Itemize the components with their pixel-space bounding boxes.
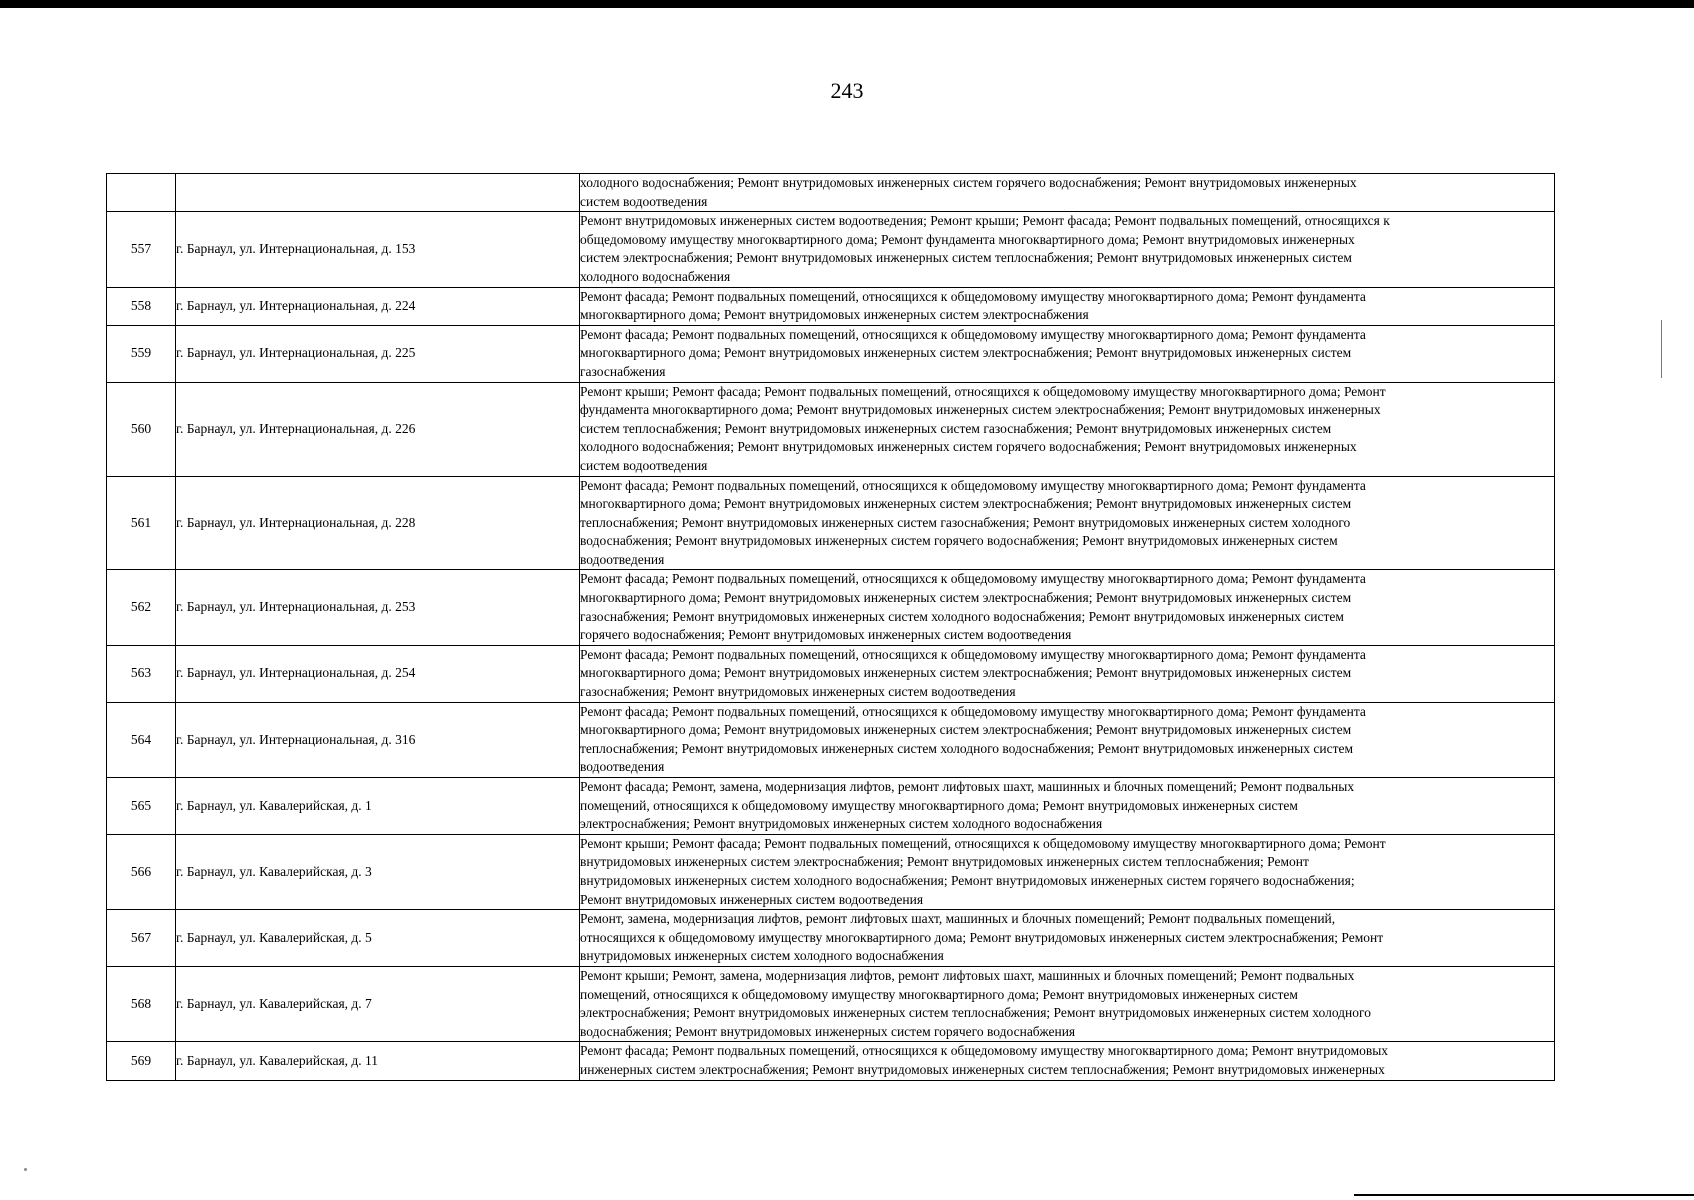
row-address: г. Барнаул, ул. Интернациональная, д. 153	[176, 212, 580, 287]
row-address: г. Барнаул, ул. Кавалерийская, д. 7	[176, 966, 580, 1041]
row-address	[176, 174, 580, 212]
top-border-rule	[0, 0, 1694, 8]
row-works: Ремонт внутридомовых инженерных систем водоотведения; Ремонт крыши; Ремонт фасада; Ремонт подвальных помещений, относящихся к общедомовому имуществу многоквартирного дома; Ремонт фундамента многоквартирного дома; Ремонт внутридомовых инженерных систем электроснабжения; Ремонт внутридомовых инженерных систем теплоснабжения; Ремонт внутридомовых инженерных систем холодного водоснабжения	[580, 212, 1555, 287]
row-address: г. Барнаул, ул. Интернациональная, д. 316	[176, 702, 580, 777]
table-row	[107, 1042, 1555, 1080]
row-number: 561	[107, 476, 176, 570]
page-number: 243	[830, 78, 864, 103]
row-works: Ремонт фасада; Ремонт подвальных помещений, относящихся к общедомовому имуществу многоквартирного дома; Ремонт фундамента многоквартирного дома; Ремонт внутридомовых инженерных систем электроснабжения; Ремонт внутридомовых инженерных систем теплоснабжения; Ремонт внутридомовых инженерных систем газоснабжения; Ремонт внутридомовых инженерных систем холодного водоснабжения; Ремонт внутридомовых инженерных систем горячего водоснабжения; Ремонт внутридомовых инженерных систем водоотведения	[580, 476, 1555, 570]
row-number: 559	[107, 325, 176, 382]
row-works: Ремонт крыши; Ремонт, замена, модернизация лифтов, ремонт лифтовых шахт, машинных и блочных помещений; Ремонт подвальных помещений, относящихся к общедомовому имуществу многоквартирного дома; Ремонт внутридомовых инженерных систем электроснабжения; Ремонт внутридомовых инженерных систем теплоснабжения; Ремонт внутридомовых инженерных систем холодного водоснабжения; Ремонт внутридомовых инженерных систем горячего водоснабжения	[580, 966, 1555, 1041]
table-row	[107, 287, 1555, 325]
row-address: г. Барнаул, ул. Кавалерийская, д. 5	[176, 910, 580, 967]
table-row	[107, 834, 1555, 909]
table-row	[107, 570, 1555, 645]
table-row	[107, 778, 1555, 835]
row-number: 563	[107, 645, 176, 702]
row-address: г. Барнаул, ул. Интернациональная, д. 224	[176, 287, 580, 325]
row-works: Ремонт фасада; Ремонт подвальных помещений, относящихся к общедомовому имуществу многоквартирного дома; Ремонт фундамента многоквартирного дома; Ремонт внутридомовых инженерных систем электроснабжения; Ремонт внутридомовых инженерных систем газоснабжения	[580, 325, 1555, 382]
row-address: г. Барнаул, ул. Интернациональная, д. 254	[176, 645, 580, 702]
table-row	[107, 382, 1555, 476]
row-address: г. Барнаул, ул. Кавалерийская, д. 11	[176, 1042, 580, 1080]
row-number: 569	[107, 1042, 176, 1080]
row-number: 564	[107, 702, 176, 777]
row-number: 558	[107, 287, 176, 325]
row-works: Ремонт фасада; Ремонт, замена, модернизация лифтов, ремонт лифтовых шахт, машинных и блочных помещений; Ремонт подвальных помещений, относящихся к общедомовому имуществу многоквартирного дома; Ремонт внутридомовых инженерных систем электроснабжения; Ремонт внутридомовых инженерных систем холодного водоснабжения	[580, 778, 1555, 835]
row-works: Ремонт фасада; Ремонт подвальных помещений, относящихся к общедомовому имуществу многоквартирного дома; Ремонт фундамента многоквартирного дома; Ремонт внутридомовых инженерных систем электроснабжения	[580, 287, 1555, 325]
scan-speck	[24, 1168, 27, 1171]
table-row	[107, 910, 1555, 967]
row-works: Ремонт фасада; Ремонт подвальных помещений, относящихся к общедомовому имуществу многоквартирного дома; Ремонт фундамента многоквартирного дома; Ремонт внутридомовых инженерных систем электроснабжения; Ремонт внутридомовых инженерных систем газоснабжения; Ремонт внутридомовых инженерных систем водоотведения	[580, 645, 1555, 702]
table-row	[107, 645, 1555, 702]
row-number: 560	[107, 382, 176, 476]
row-address: г. Барнаул, ул. Интернациональная, д. 225	[176, 325, 580, 382]
table-row	[107, 476, 1555, 570]
row-address: г. Барнаул, ул. Интернациональная, д. 253	[176, 570, 580, 645]
row-address: г. Барнаул, ул. Кавалерийская, д. 3	[176, 834, 580, 909]
table-row	[107, 702, 1555, 777]
table-row	[107, 966, 1555, 1041]
row-address: г. Барнаул, ул. Интернациональная, д. 228	[176, 476, 580, 570]
row-address: г. Барнаул, ул. Интернациональная, д. 226	[176, 382, 580, 476]
row-address: г. Барнаул, ул. Кавалерийская, д. 1	[176, 778, 580, 835]
table-row	[107, 174, 1555, 212]
row-number: 567	[107, 910, 176, 967]
bottom-edge-rule	[1354, 1194, 1694, 1196]
table-row	[107, 212, 1555, 287]
row-works: Ремонт фасада; Ремонт подвальных помещений, относящихся к общедомовому имуществу многоквартирного дома; Ремонт внутридомовых инженерных систем электроснабжения; Ремонт внутридомовых инженерных систем теплоснабжения; Ремонт внутридомовых инженерных	[580, 1042, 1555, 1080]
row-works: холодного водоснабжения; Ремонт внутридомовых инженерных систем горячего водоснабжения; Ремонт внутридомовых инженерных систем водоотведения	[580, 174, 1555, 212]
table-body	[107, 174, 1555, 1081]
scan-margin-mark	[1661, 320, 1662, 378]
repair-works-table	[106, 173, 1555, 1081]
row-number: 565	[107, 778, 176, 835]
row-works: Ремонт, замена, модернизация лифтов, ремонт лифтовых шахт, машинных и блочных помещений; Ремонт подвальных помещений, относящихся к общедомовому имуществу многоквартирного дома; Ремонт внутридомовых инженерных систем электроснабжения; Ремонт внутридомовых инженерных систем холодного водоснабжения	[580, 910, 1555, 967]
row-works: Ремонт крыши; Ремонт фасада; Ремонт подвальных помещений, относящихся к общедомовому имуществу многоквартирного дома; Ремонт фундамента многоквартирного дома; Ремонт внутридомовых инженерных систем электроснабжения; Ремонт внутридомовых инженерных систем теплоснабжения; Ремонт внутридомовых инженерных систем газоснабжения; Ремонт внутридомовых инженерных систем холодного водоснабжения; Ремонт внутридомовых инженерных систем горячего водоснабжения; Ремонт внутридомовых инженерных систем водоотведения	[580, 382, 1555, 476]
row-number: 557	[107, 212, 176, 287]
row-number	[107, 174, 176, 212]
row-number: 562	[107, 570, 176, 645]
table-row	[107, 325, 1555, 382]
row-number: 566	[107, 834, 176, 909]
row-works: Ремонт фасада; Ремонт подвальных помещений, относящихся к общедомовому имуществу многоквартирного дома; Ремонт фундамента многоквартирного дома; Ремонт внутридомовых инженерных систем электроснабжения; Ремонт внутридомовых инженерных систем газоснабжения; Ремонт внутридомовых инженерных систем холодного водоснабжения; Ремонт внутридомовых инженерных систем горячего водоснабжения; Ремонт внутридомовых инженерных систем водоотведения	[580, 570, 1555, 645]
row-number: 568	[107, 966, 176, 1041]
row-works: Ремонт фасада; Ремонт подвальных помещений, относящихся к общедомовому имуществу многоквартирного дома; Ремонт фундамента многоквартирного дома; Ремонт внутридомовых инженерных систем электроснабжения; Ремонт внутридомовых инженерных систем теплоснабжения; Ремонт внутридомовых инженерных систем холодного водоснабжения; Ремонт внутридомовых инженерных систем водоотведения	[580, 702, 1555, 777]
row-works: Ремонт крыши; Ремонт фасада; Ремонт подвальных помещений, относящихся к общедомовому имуществу многоквартирного дома; Ремонт внутридомовых инженерных систем электроснабжения; Ремонт внутридомовых инженерных систем теплоснабжения; Ремонт внутридомовых инженерных систем холодного водоснабжения; Ремонт внутридомовых инженерных систем горячего водоснабжения; Ремонт внутридомовых инженерных систем водоотведения	[580, 834, 1555, 909]
